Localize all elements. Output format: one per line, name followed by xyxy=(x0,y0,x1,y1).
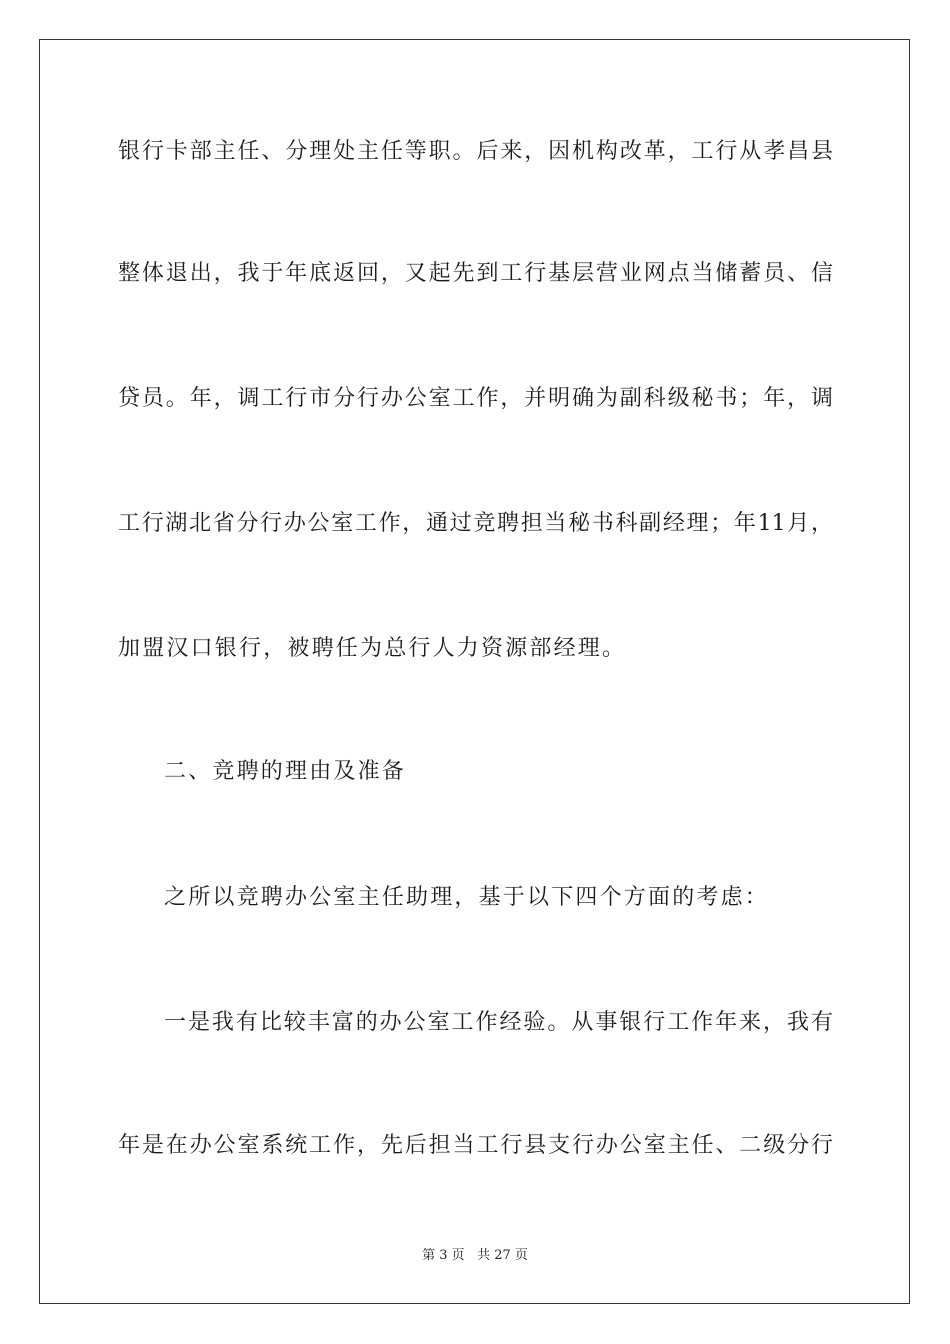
body-line-3: 贷员。年，调工行市分行办公室工作，并明确为副科级秘书；年，调 xyxy=(118,386,833,411)
body-line-7: 之所以竞聘办公室主任助理，基于以下四个方面的考虑： xyxy=(164,885,770,910)
body-line-8: 一是我有比较丰富的办公室工作经验。从事银行工作年来，我有 xyxy=(164,1010,833,1035)
page-number: 第 3 页 xyxy=(422,1248,465,1263)
body-line-1: 银行卡部主任、分理处主任等职。后来，因机构改革，工行从孝昌县 xyxy=(118,139,833,164)
body-line-2: 整体退出，我于年底返回，又起先到工行基层营业网点当储蓄员、信 xyxy=(118,261,833,286)
body-line-9: 年是在办公室系统工作，先后担当工行县支行办公室主任、二级分行 xyxy=(118,1133,833,1158)
page-total: 共 27 页 xyxy=(477,1248,528,1263)
page-border xyxy=(39,39,910,1304)
section-heading: 二、竞聘的理由及准备 xyxy=(164,759,407,784)
body-line-4: 工行湖北省分行办公室工作，通过竞聘担当秘书科副经理；年11月， xyxy=(118,511,833,536)
page-footer xyxy=(0,1247,950,1265)
body-line-5: 加盟汉口银行，被聘任为总行人力资源部经理。 xyxy=(118,636,627,661)
